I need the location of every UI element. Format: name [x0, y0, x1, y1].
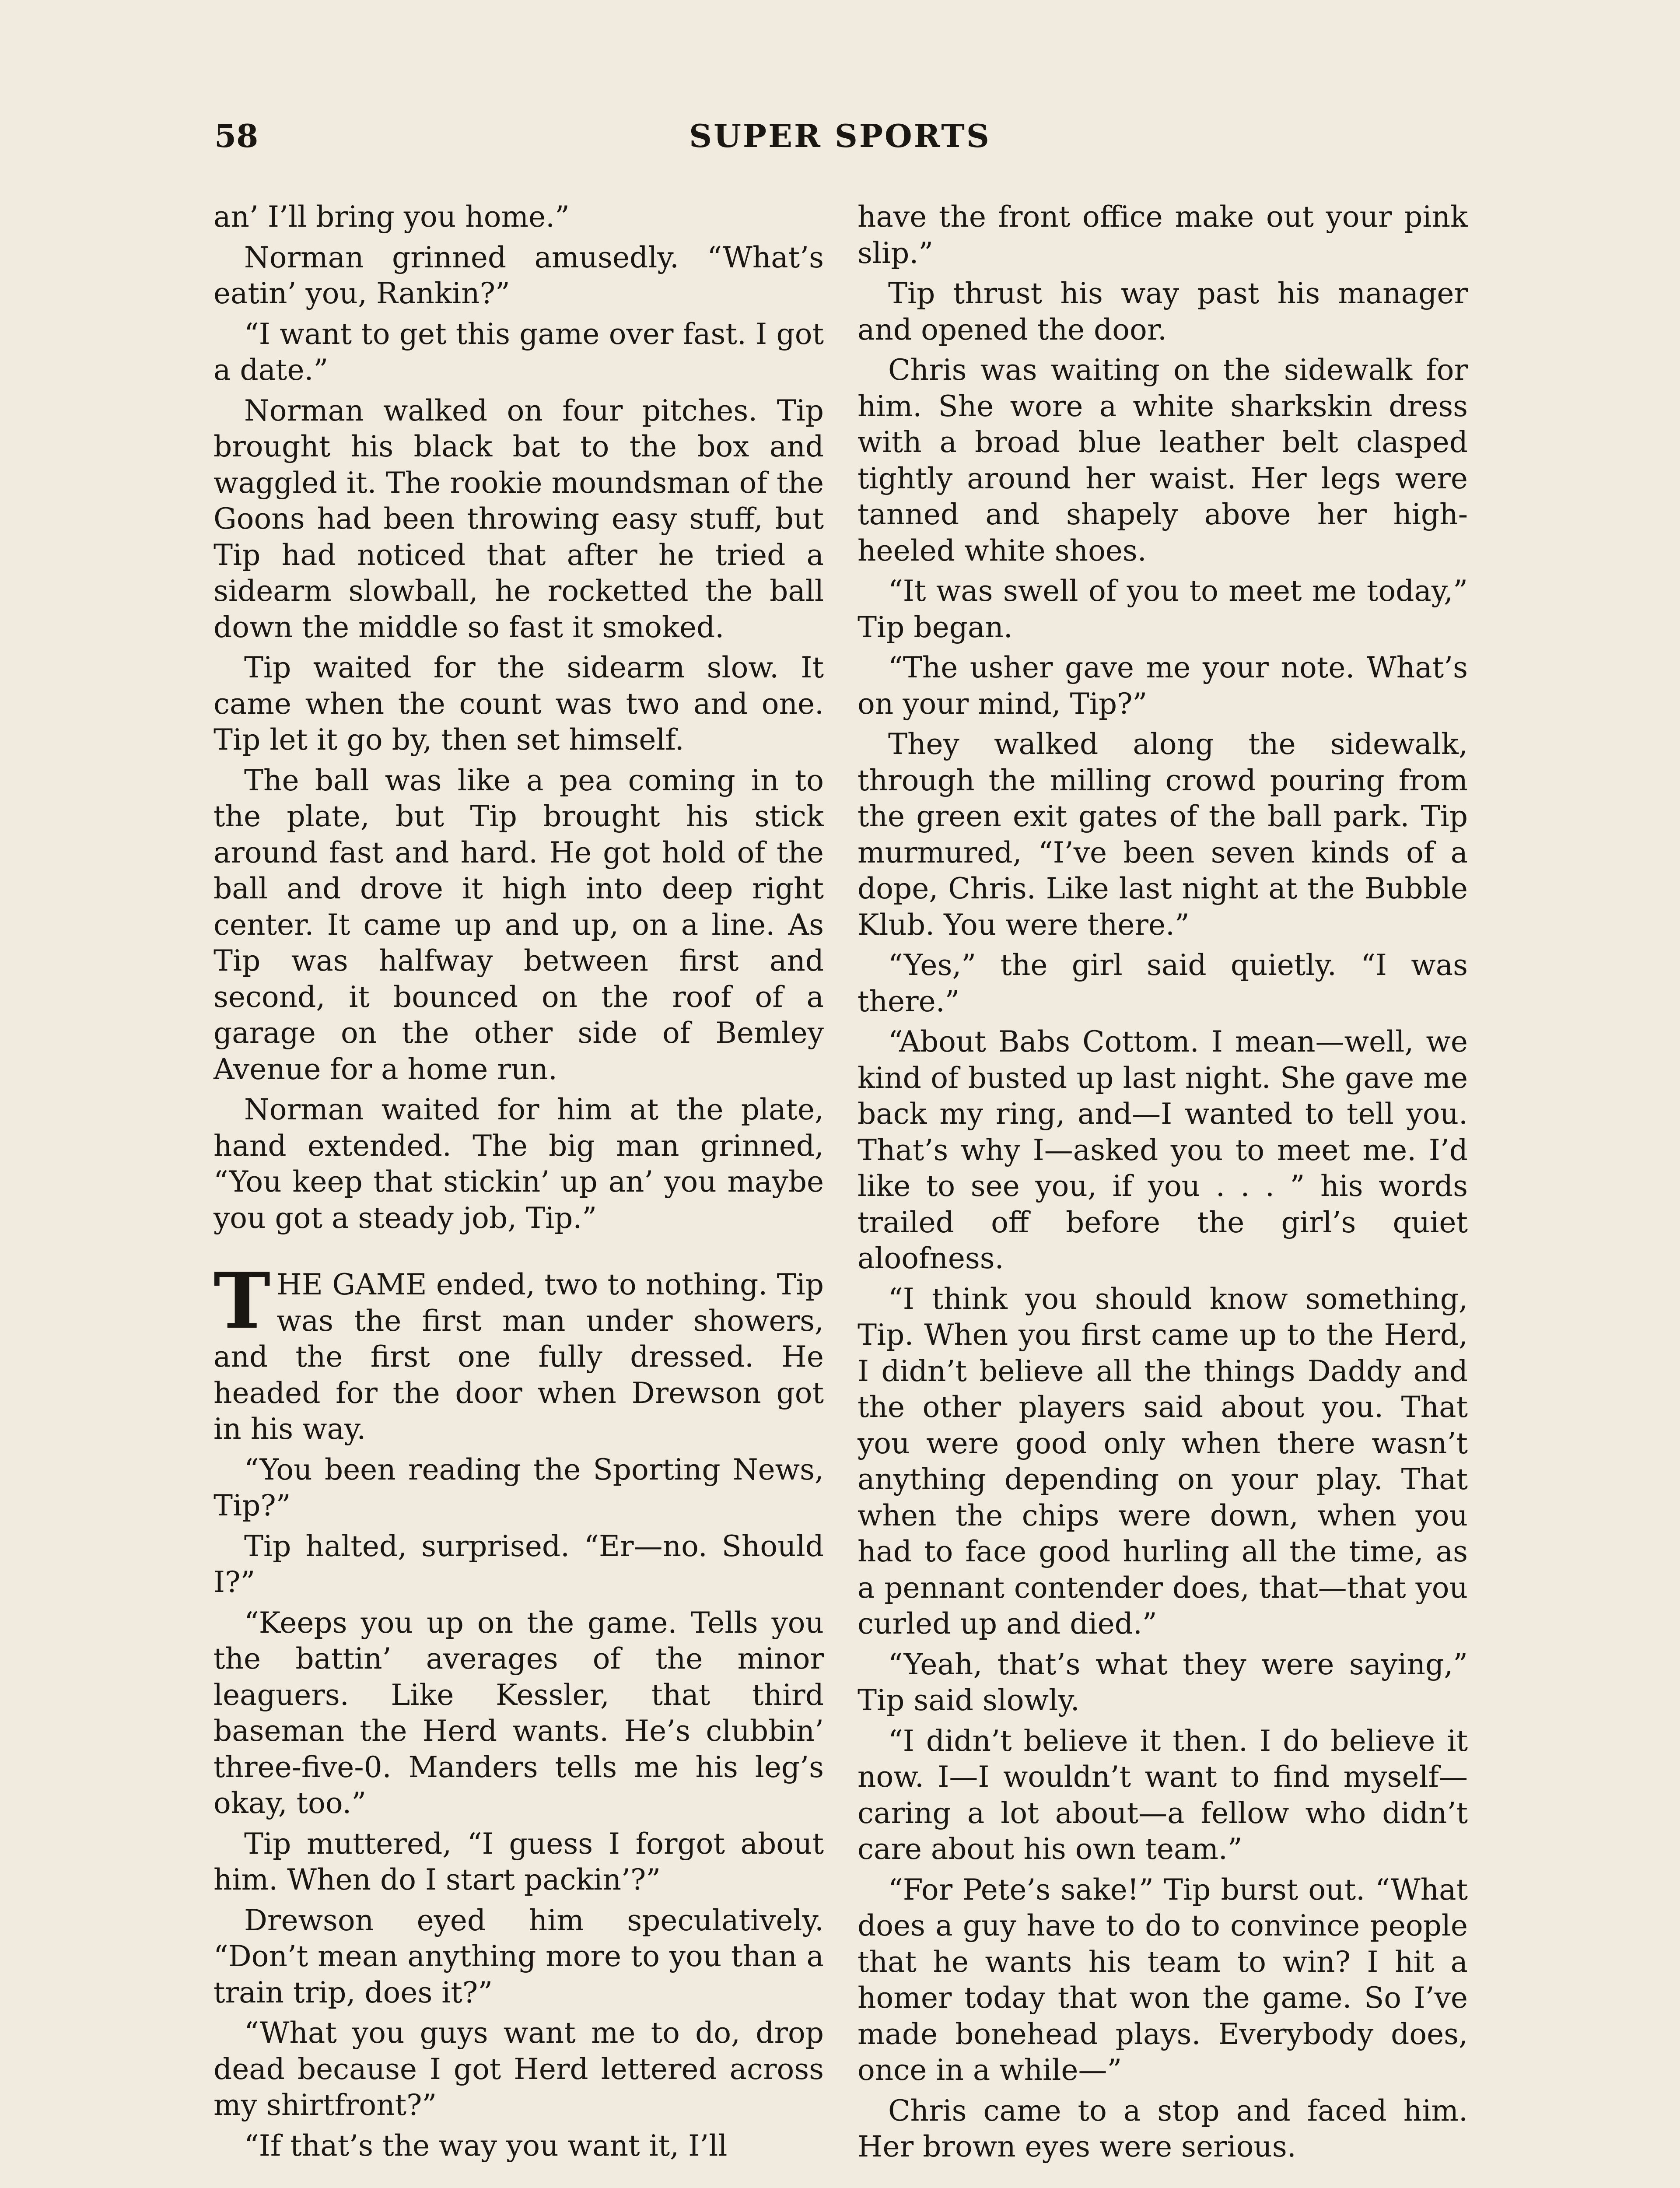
paragraph: “You been reading the Sporting News, Tip?”: [214, 1452, 824, 1522]
magazine-title: SUPER SPORTS: [689, 117, 991, 154]
paragraph: Norman grinned amusedly. “What’s eatin’ you, Rankin?”: [214, 240, 824, 310]
paragraph: Chris came to a stop and faced him. Her brown eyes were serious.: [858, 2093, 1468, 2163]
paragraph: Drewson eyed him speculatively. “Don’t mean anything more to you than a train trip, does it?”: [214, 1903, 824, 2009]
paragraph: Tip halted, surprised. “Er—no. Should I?”: [214, 1529, 824, 1599]
paragraph: an’ I’ll bring you home.”: [214, 200, 570, 234]
drop-cap: T: [214, 1256, 271, 1346]
lead-words: HE GAME: [276, 1268, 427, 1301]
paragraph: “It was swell of you to meet me today,” Tip began.: [858, 574, 1468, 644]
paragraph: “I think you should know something, Tip. When you first came up to the Herd, I didn’t believe all the things Daddy and the other players said about you. That you were good only when there wasn’t anything depending on your play. That when the chips were down, when you had to face good hurling all the time, as a pennant contender does, that—that you curled up and died.”: [858, 1282, 1468, 1641]
paragraph: Norman waited for him at the plate, hand extended. The big man grinned, “You keep that stickin’ up an’ you maybe you got a steady job, Tip.”: [214, 1093, 824, 1235]
paragraph: “I want to get this game over fast. I got a date.”: [214, 317, 824, 387]
paragraph: Tip waited for the sidearm slow. It came when the count was two and one. Tip let it go by, then set himself.: [214, 651, 824, 757]
paragraph: “About Babs Cottom. I mean—well, we kind of busted up last night. She gave me back my ring, and—I wanted to tell you. That’s why I—asked you to meet me. I’d like to see you, if you . . . ” his words trailed off before the girl’s quiet aloofness.: [858, 1025, 1468, 1275]
paragraph: “Keeps you up on the game. Tells you the battin’ averages of the minor leaguers. Like Kessler, that third baseman the Herd wants. He’s clubbin’ three-five-0. Manders tells me his leg’s okay, too.”: [214, 1606, 824, 1820]
paragraph: Norman walked on four pitches. Tip brought his black bat to the box and waggled it. The rookie moundsman of the Goons had been throwing easy stuff, but Tip had noticed that after he tried a sidearm slowball, he rocketted the ball down the middle so fast it smoked.: [214, 393, 824, 644]
section-text: ended, two to nothing. Tip was the first man under showers, and the first one fully dressed. He headed for the door when Drewson got in his way.: [214, 1268, 824, 1446]
paragraph: “Yeah, that’s what they were saying,” Tip said slowly.: [858, 1647, 1468, 1717]
paragraph: “The usher gave me your note. What’s on your mind, Tip?”: [858, 651, 1468, 721]
page-number: 58: [214, 117, 259, 154]
paragraph: “What you guys want me to do, drop dead because I got Herd lettered across my shirtfront?”: [214, 2016, 824, 2122]
paragraph: Tip muttered, “I guess I forgot about him. When do I start packin’?”: [214, 1827, 824, 1897]
paragraph: have the front office make out your pink slip.”: [858, 200, 1468, 270]
paragraph: The ball was like a pea coming in to the plate, but Tip brought his stick around fast and hard. He got hold of the ball and drove it high into deep right center. It came up and up, on a line. As Tip was halfway between first and second, it bounced on the roof of a garage on the other side of Bemley Avenue for a home run.: [214, 763, 824, 1086]
page-header: [0, 117, 1680, 165]
paragraph: “If that’s the way you want it, I’ll: [244, 2128, 728, 2163]
paragraph: Tip thrust his way past his manager and opened the door.: [858, 277, 1468, 347]
right-column: [858, 199, 1468, 2170]
paragraph: “For Pete’s sake!” Tip burst out. “What does a guy have to do to convince people that he wants his team to win? I hit a homer today that won the game. So I’ve made bonehead plays. Everybody does, once in a while—”: [858, 1872, 1468, 2087]
paragraph: “Yes,” the girl said quietly. “I was there.”: [858, 948, 1468, 1018]
section-start-paragraph: [214, 1256, 824, 1448]
paragraph: They walked along the sidewalk, through the milling crowd pouring from the green exit gates of the ball park. Tip murmured, “I’ve been seven kinds of a dope, Chris. Like last night at the Bubble Klub. You were there.”: [858, 727, 1468, 942]
left-column: [214, 199, 824, 2168]
paragraph: Chris was waiting on the sidewalk for him. She wore a white sharkskin dress with a broad blue leather belt clasped tightly around her waist. Her legs were tanned and shapely above her high-heeled white shoes.: [858, 353, 1468, 568]
paragraph: “I didn’t believe it then. I do believe it now. I—I wouldn’t want to find myself—caring a lot about—a fellow who didn’t care about his own team.”: [858, 1724, 1468, 1866]
